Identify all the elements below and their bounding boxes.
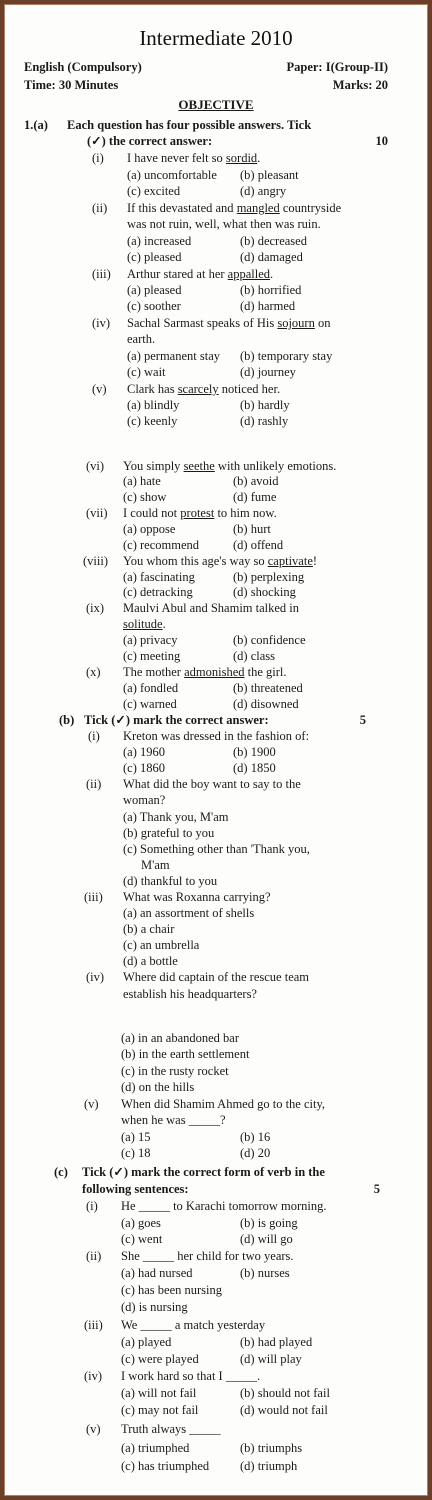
question-stem: (iv) I work hard so that I _____. (84, 1369, 261, 1383)
question-stem: (viii) You whom this age's way so captivate! (83, 554, 318, 568)
answer-options (4, 697, 428, 712)
answer-options (4, 234, 428, 249)
answer-options (4, 649, 428, 664)
question-stem-cont: establish his headquarters? (123, 987, 257, 1001)
option-d[interactable]: (d) offend (233, 538, 284, 552)
question-stem-cont: when he was _____? (121, 1113, 226, 1127)
option-b[interactable]: (b) avoid (233, 474, 279, 488)
time-label: Time: 30 Minutes (24, 78, 119, 92)
option-b[interactable]: (b) 16 (240, 1130, 271, 1144)
page-title: Intermediate 2010 (139, 26, 293, 50)
option-d[interactable]: (d) shocking (233, 585, 296, 599)
option-d[interactable]: (d) would not fail (240, 1403, 328, 1417)
option-d[interactable]: (d) damaged (240, 250, 303, 264)
option-b[interactable]: (b) pleasant (240, 168, 299, 182)
option-d[interactable]: (d) harmed (240, 299, 296, 313)
answer-options (4, 681, 428, 696)
question-stem: (x) The mother admonished the girl. (86, 665, 287, 679)
answer-options (4, 1266, 428, 1281)
option-b[interactable]: (b) triumphs (240, 1441, 303, 1455)
answer-options (4, 745, 428, 760)
q1c-marks: 5 (373, 1182, 380, 1196)
answer-options (4, 414, 428, 429)
option-b[interactable]: (b) nurses (240, 1266, 290, 1280)
option-c[interactable]: (c) recommend (123, 538, 200, 552)
option-b[interactable]: (b) in the earth settlement (121, 1047, 250, 1061)
answer-options (4, 1232, 428, 1247)
option-a[interactable]: (a) in an abandoned bar (121, 1031, 239, 1045)
option-d[interactable]: (d) journey (240, 365, 296, 379)
question-stem: (v) Clark has scarcely noticed her. (92, 382, 281, 396)
option-c[interactable]: (c) an umbrella (123, 938, 200, 952)
question-stem: (ii) She _____ her child for two years. (86, 1249, 294, 1263)
option-b[interactable]: (b) perplexing (233, 570, 305, 584)
answer-options (4, 761, 428, 776)
option-a[interactable]: (a) permanent stay (127, 349, 221, 363)
question-stem: (i) I have never felt so sordid. (92, 151, 261, 165)
option-a[interactable]: (a) 15 (121, 1130, 151, 1144)
subject-label: English (Compulsory) (24, 60, 142, 74)
option-a[interactable]: (a) privacy (123, 633, 178, 647)
option-c[interactable]: (c) were played (121, 1352, 199, 1366)
option-c-cont: M'am (141, 858, 170, 872)
option-d[interactable]: (d) 1850 (233, 761, 276, 775)
answer-options (4, 1146, 428, 1161)
question-stem: (ii) If this devastated and mangled countryside (92, 201, 342, 215)
question-stem-cont: was not ruin, well, what then was ruin. (127, 217, 321, 231)
option-a[interactable]: (a) Thank you, M'am (123, 810, 229, 824)
answer-options (4, 168, 428, 183)
option-c[interactable]: (c) pleased (127, 250, 182, 264)
option-b[interactable]: (b) decreased (240, 234, 307, 248)
option-a[interactable]: (a) had nursed (121, 1266, 193, 1280)
option-a[interactable]: (a) goes (121, 1216, 161, 1230)
answer-options (4, 1386, 428, 1401)
section-heading: OBJECTIVE (178, 97, 254, 112)
answer-options (4, 474, 428, 489)
question-stem-cont: woman? (123, 793, 166, 807)
option-a[interactable]: (a) 1960 (123, 745, 165, 759)
option-c[interactable]: (c) in the rusty rocket (121, 1064, 229, 1078)
answer-options (4, 522, 428, 537)
option-c[interactable]: (c) meeting (123, 649, 181, 663)
option-d[interactable]: (d) on the hills (121, 1080, 195, 1094)
option-c[interactable]: (c) 1860 (123, 761, 165, 775)
option-c[interactable]: (c) has been nursing (121, 1283, 223, 1297)
option-d[interactable]: (d) class (233, 649, 275, 663)
option-b[interactable]: (b) 1900 (233, 745, 276, 759)
question-stem: (iii) Arthur stared at her appalled. (92, 267, 274, 281)
option-c[interactable]: (c) may not fail (121, 1403, 199, 1417)
question-stem: (iii) We _____ a match yesterday (84, 1318, 266, 1332)
question-stem: (vii) I could not protest to him now. (86, 506, 277, 520)
option-d[interactable]: (d) triumph (240, 1459, 298, 1473)
option-b[interactable]: (b) horrified (240, 283, 302, 297)
option-a[interactable]: (a) triumphed (121, 1441, 190, 1455)
question-stem: (vi) You simply seethe with unlikely emotions. (86, 459, 337, 473)
answer-options (4, 633, 428, 648)
option-c[interactable]: (c) excited (127, 184, 181, 198)
question-stem: (i) He _____ to Karachi tomorrow morning. (86, 1199, 327, 1213)
option-a[interactable]: (a) hate (123, 474, 161, 488)
answer-options (4, 250, 428, 265)
option-a[interactable]: (a) increased (127, 234, 192, 248)
option-b[interactable]: (b) is going (240, 1216, 298, 1230)
answer-options (4, 1352, 428, 1367)
option-d[interactable]: (d) will go (240, 1232, 293, 1246)
option-d[interactable]: (d) is nursing (121, 1300, 188, 1314)
answer-options (4, 1130, 428, 1145)
answer-options (4, 538, 428, 553)
option-c[interactable]: (c) 18 (121, 1146, 151, 1160)
option-c[interactable]: (c) went (121, 1232, 163, 1246)
answer-options (4, 1216, 428, 1231)
question-stem: (iv) Where did captain of the rescue team (86, 970, 310, 984)
option-a[interactable]: (a) pleased (127, 283, 182, 297)
option-d[interactable]: (d) a bottle (123, 954, 178, 968)
q1a-marks: 10 (375, 134, 388, 148)
answer-options (4, 398, 428, 413)
option-c[interactable]: (c) warned (123, 697, 177, 711)
option-a[interactable]: (a) will not fail (121, 1386, 197, 1400)
q1a-instruction-cont: (✓) the correct answer: 10 (87, 134, 388, 148)
q1a-instruction: 1.(a) Each question has four possible answers. Tick (24, 118, 312, 132)
option-b[interactable]: (b) threatened (233, 681, 303, 695)
answer-options (4, 365, 428, 380)
q1c-instruction: (c) Tick (✓) mark the correct form of verb in the (54, 1165, 325, 1179)
option-b[interactable]: (b) hardly (240, 398, 290, 412)
option-b[interactable]: (b) hurt (233, 522, 271, 536)
option-b[interactable]: (b) grateful to you (123, 826, 215, 840)
option-c[interactable]: (c) show (123, 490, 167, 504)
question-stem-cont: earth. (127, 332, 156, 346)
paper-label: Paper: I(Group-II) (286, 60, 388, 74)
option-b[interactable]: (b) should not fail (240, 1386, 330, 1400)
answer-options (4, 1403, 428, 1418)
option-d[interactable]: (d) thankful to you (123, 874, 218, 888)
option-a[interactable]: (a) fondled (123, 681, 179, 695)
option-a[interactable]: (a) blindly (127, 398, 180, 412)
option-a[interactable]: (a) uncomfortable (127, 168, 217, 182)
option-d[interactable]: (d) angry (240, 184, 287, 198)
answer-options (4, 1459, 428, 1474)
option-c[interactable]: (c) soother (127, 299, 181, 313)
option-b[interactable]: (b) confidence (233, 633, 306, 647)
option-d[interactable]: (d) 20 (240, 1146, 271, 1160)
answer-options (4, 585, 428, 600)
q1b-marks: 5 (359, 713, 366, 727)
option-d[interactable]: (d) will play (240, 1352, 302, 1366)
option-c[interactable]: (c) detracking (123, 585, 193, 599)
option-a[interactable]: (a) an assortment of shells (123, 906, 255, 920)
marks-label: Marks: 20 (332, 78, 388, 92)
answer-options (4, 184, 428, 199)
question-stem: (iii) What was Roxanna carrying? (84, 890, 271, 904)
option-a[interactable]: (a) oppose (123, 522, 176, 536)
q1c-instruction-cont: following sentences: 5 (82, 1182, 380, 1196)
option-c[interactable]: (c) keenly (127, 414, 178, 428)
question-stem-cont: solitude. (123, 617, 166, 631)
option-d[interactable]: (d) disowned (233, 697, 299, 711)
question-stem: (v) When did Shamim Ahmed go to the city, (84, 1097, 326, 1111)
option-d[interactable]: (d) rashly (240, 414, 289, 428)
option-d[interactable]: (d) fume (233, 490, 277, 504)
answer-options (4, 299, 428, 314)
question-stem: (iv) Sachal Sarmast speaks of His sojourn on (92, 316, 331, 330)
question-stem: (ix) Maulvi Abul and Shamim talked in (86, 601, 300, 615)
option-c[interactable]: (c) Something other than 'Thank you, (123, 842, 310, 856)
answer-options (4, 1335, 428, 1350)
option-b[interactable]: (b) a chair (123, 922, 175, 936)
option-a[interactable]: (a) fascinating (123, 570, 195, 584)
option-b[interactable]: (b) temporary stay (240, 349, 333, 363)
question-stem: (v) Truth always _____ (86, 1422, 221, 1436)
option-c[interactable]: (c) wait (127, 365, 166, 379)
q1b-instruction: (b) Tick (✓) mark the correct answer: 5 (59, 713, 366, 727)
question-stem: (ii) What did the boy want to say to the (86, 777, 301, 791)
answer-options (4, 1441, 428, 1456)
option-b[interactable]: (b) had played (240, 1335, 313, 1349)
answer-options (4, 490, 428, 505)
option-c[interactable]: (c) has triumphed (121, 1459, 210, 1473)
answer-options (4, 349, 428, 364)
answer-options (4, 283, 428, 298)
answer-options (4, 570, 428, 585)
option-a[interactable]: (a) played (121, 1335, 172, 1349)
question-stem: (i) Kreton was dressed in the fashion of: (88, 729, 310, 743)
